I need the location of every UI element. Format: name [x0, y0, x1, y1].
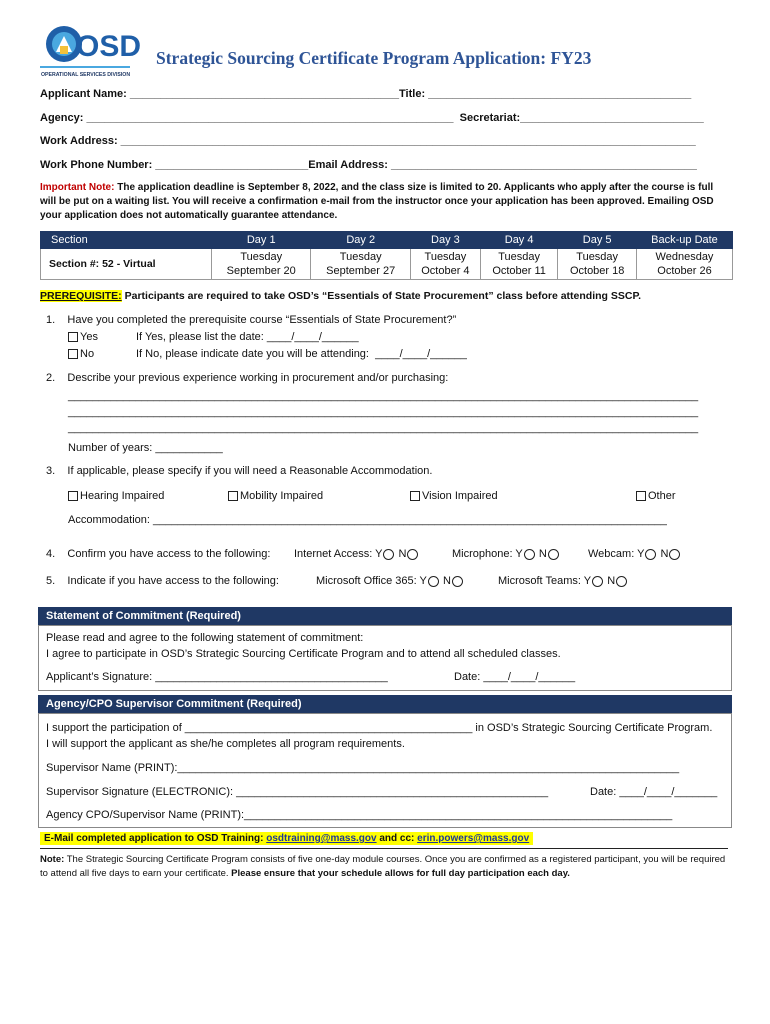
header-day-1: Day 1 [212, 232, 311, 249]
header-backup-date: Back-up Date [636, 232, 732, 249]
supervisor-line-1[interactable]: I support the participation of _______________________________________________ in OSD’s Strategic Sourcing Certificate Program. [46, 722, 713, 734]
supervisor-signature-line[interactable]: Supervisor Signature (ELECTRONIC): ___________________________________________________ [46, 786, 549, 798]
cpo-name-line[interactable]: Agency CPO/Supervisor Name (PRINT):______________________________________________________________________ [46, 809, 673, 821]
agency-secretariat-line[interactable]: Agency: ____________________________________________________________ Secretariat:______________________________ [40, 112, 704, 124]
q3-vision-checkbox[interactable] [410, 491, 420, 501]
email-instructions [40, 832, 533, 845]
erin-powers-email-link[interactable]: erin.powers@mass.gov [417, 833, 530, 844]
q5-office365: Microsoft Office 365: Y N [316, 575, 464, 587]
q3-accommodation-line[interactable]: Accommodation: ____________________________________________________________________________________ [68, 514, 667, 526]
header-day-3: Day 3 [410, 232, 480, 249]
final-note-bold: Please ensure that your schedule allows for full day participation each day. [231, 868, 570, 879]
question-3: 3. If applicable, please specify if you will need a Reasonable Accommodation. [46, 465, 433, 477]
q3-hearing-option[interactable]: Hearing Impaired [68, 490, 164, 502]
important-note-label: Important Note: [40, 182, 115, 193]
q5-office365-yes-radio[interactable] [428, 576, 439, 587]
important-note-text: The application deadline is September 8, 2022, and the class size is limited to 20. Applicants who apply after the course is full will be put on a waiting list. You will receive a confirmation e-mail from the instructor once your application has been approved. Emailing OSD your application does not automatically guarantee attendance. [40, 182, 714, 221]
page-title: Strategic Sourcing Certificate Program Application: FY23 [156, 48, 592, 68]
header-day-5: Day 5 [558, 232, 637, 249]
osd-logo-graphic [40, 22, 142, 80]
question-1: 1. Have you completed the prerequisite course “Essentials of State Procurement?” [46, 314, 457, 326]
q4-microphone: Microphone: Y N [452, 548, 560, 560]
q4-webcam: Webcam: Y N [588, 548, 681, 560]
schedule-header-row [41, 232, 733, 249]
day-1-cell: Tuesday September 20 [212, 249, 311, 280]
logo-text: OSD [76, 30, 142, 63]
applicant-signature-line[interactable]: Applicant’s Signature: ______________________________________ [46, 671, 388, 683]
q3-vision-option[interactable]: Vision Impaired [410, 490, 498, 502]
work-address-line[interactable]: Work Address: ______________________________________________________________________________________________ [40, 135, 696, 147]
osd-training-email-link[interactable]: osdtraining@mass.gov [266, 833, 377, 844]
commitment-line-2: I agree to participate in OSD’s Strategic Sourcing Certificate Program and to attend all scheduled classes. [46, 648, 561, 660]
q4-webcam-yes-radio[interactable] [645, 549, 656, 560]
supervisor-section-bar: Agency/CPO Supervisor Commitment (Required) [38, 695, 732, 713]
q5-teams: Microsoft Teams: Y N [498, 575, 628, 587]
header-section: Section [41, 232, 212, 249]
final-note [40, 853, 730, 881]
q2-answer-line-1[interactable]: _______________________________________________________________________________________________________ [68, 390, 699, 402]
q2-answer-line-3[interactable]: _______________________________________________________________________________________________________ [68, 422, 699, 434]
q4-microphone-no-radio[interactable] [548, 549, 559, 560]
q1-no-checkbox[interactable] [68, 349, 78, 359]
email-cc-label: and cc: [376, 833, 418, 844]
header-day-4: Day 4 [480, 232, 557, 249]
applicant-name-title-line[interactable]: Applicant Name: ____________________________________________Title: ___________________________________________ [40, 88, 692, 100]
q3-mobility-checkbox[interactable] [228, 491, 238, 501]
email-prefix: E-Mail completed application to OSD Training: [44, 833, 267, 844]
prerequisite-label: PREREQUISITE: [40, 290, 122, 302]
q1-yes-date[interactable]: If Yes, please list the date: ____/____/______ [136, 331, 359, 343]
logo-subtitle: OPERATIONAL SERVICES DIVISION [41, 72, 131, 78]
schedule-row [41, 249, 733, 280]
day-4-cell: Tuesday October 11 [480, 249, 557, 280]
supervisor-line-2: I will support the applicant as she/he completes all program requirements. [46, 738, 405, 750]
q5-teams-no-radio[interactable] [616, 576, 627, 587]
day-5-cell: Tuesday October 18 [558, 249, 637, 280]
applicant-date-line[interactable]: Date: ____/____/______ [454, 671, 576, 683]
prerequisite-text: Participants are required to take OSD’s “Essentials of State Procurement” class before attending SSCP. [121, 290, 642, 302]
backup-date-cell: Wednesday October 26 [636, 249, 732, 280]
header-day-2: Day 2 [311, 232, 410, 249]
divider [40, 848, 728, 849]
question-2: 2. Describe your previous experience working in procurement and/or purchasing: [46, 372, 449, 384]
osd-logo [40, 22, 142, 80]
q4-microphone-yes-radio[interactable] [524, 549, 535, 560]
q1-no-date[interactable]: If No, please indicate date you will be attending: ____/____/______ [136, 348, 467, 360]
supervisor-name-line[interactable]: Supervisor Name (PRINT):__________________________________________________________________________________ [46, 762, 680, 774]
commitment-line-1: Please read and agree to the following statement of commitment: [46, 632, 364, 644]
q2-answer-line-2[interactable]: _______________________________________________________________________________________________________ [68, 406, 699, 418]
q3-hearing-checkbox[interactable] [68, 491, 78, 501]
q1-yes-checkbox[interactable] [68, 332, 78, 342]
q4-internet-yes-radio[interactable] [383, 549, 394, 560]
final-note-text: The Strategic Sourcing Certificate Program consists of five one-day module courses. Once you are confirmed as a registered participant, you will be required to attend all five days to earn your certificate. [40, 854, 726, 879]
q1-yes-option[interactable]: Yes [68, 331, 98, 343]
question-5: 5. Indicate if you have access to the following: [46, 575, 279, 587]
q4-internet: Internet Access: Y N [294, 548, 419, 560]
day-3-cell: Tuesday October 4 [410, 249, 480, 280]
section-number: Section #: 52 - Virtual [41, 249, 212, 280]
day-2-cell: Tuesday September 27 [311, 249, 410, 280]
question-4: 4. Confirm you have access to the following: [46, 548, 271, 560]
final-note-label: Note: [40, 854, 65, 865]
q3-other-checkbox[interactable] [636, 491, 646, 501]
q1-no-option[interactable]: No [68, 348, 94, 360]
q5-office365-no-radio[interactable] [452, 576, 463, 587]
important-note [40, 181, 730, 223]
q4-internet-no-radio[interactable] [407, 549, 418, 560]
commitment-section-bar: Statement of Commitment (Required) [38, 607, 732, 625]
schedule-table [40, 231, 733, 280]
phone-email-line[interactable]: Work Phone Number: _________________________Email Address: __________________________________________________ [40, 159, 697, 171]
q5-teams-yes-radio[interactable] [592, 576, 603, 587]
q2-years[interactable]: Number of years: ___________ [68, 442, 223, 454]
q4-webcam-no-radio[interactable] [669, 549, 680, 560]
q3-other-option[interactable]: Other [636, 490, 676, 502]
prerequisite-line [40, 290, 641, 302]
supervisor-date-line[interactable]: Date: ____/____/_______ [590, 786, 718, 798]
q3-mobility-option[interactable]: Mobility Impaired [228, 490, 323, 502]
